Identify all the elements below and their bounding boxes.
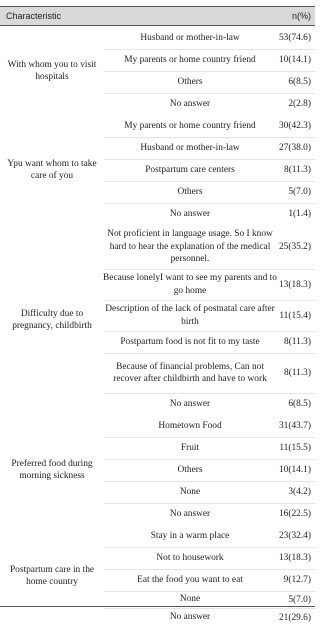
value-cell: 11(15.4) — [279, 310, 311, 321]
table-row — [0, 71, 315, 93]
response-cell: Others — [177, 76, 203, 87]
group-label: Difficulty due to pregnancy, childbirth — [12, 308, 92, 331]
header-n-percent: n(%) — [291, 11, 311, 21]
group-label: With whom you to visit hospitals — [7, 59, 97, 82]
table-row — [0, 203, 315, 225]
group-label: Ypu want whom to take care of you — [7, 158, 97, 181]
table-group — [0, 225, 315, 415]
table-row — [0, 181, 315, 203]
value-cell: 8(11.3) — [284, 368, 311, 378]
table-row — [0, 608, 315, 627]
table-row — [0, 547, 315, 569]
response-cell: No answer — [169, 508, 211, 519]
value-cell: 3(4.2) — [288, 487, 311, 497]
response-cell: My parents or home country friend — [124, 120, 256, 131]
value-cell: 25(35.2) — [278, 242, 311, 252]
value-cell: 10(14.1) — [278, 465, 311, 475]
value-cell: 6(8.5) — [288, 399, 311, 409]
table-row — [0, 415, 315, 437]
response-cell: Description of the lack of postnatal care after birth — [105, 304, 275, 327]
value-cell: 8(11.3) — [284, 165, 311, 175]
table-row — [0, 525, 315, 547]
response-cell: Husband or mother-in-law — [140, 142, 240, 153]
value-cell: 30(42.3) — [278, 121, 311, 131]
value-cell: 8(11.3) — [284, 337, 311, 347]
response-cell: Husband or mother-in-law — [140, 32, 240, 43]
response-cell: Others — [177, 186, 203, 197]
response-cell: No answer — [169, 98, 211, 109]
response-cell: Because lonelyI want to see my parents and to go home — [103, 273, 277, 296]
response-cell: No answer — [169, 398, 211, 409]
response-cell: Hometown Food — [158, 420, 222, 431]
table-bottom-rule — [0, 606, 315, 607]
table-row — [0, 459, 315, 481]
table-row — [0, 331, 315, 353]
response-cell: My parents or home country friend — [124, 54, 256, 65]
response-cell: Because of financial problems, Can not recover after childbirth and have to work — [113, 361, 267, 384]
value-cell: 5(7.0) — [288, 594, 311, 605]
table-row — [0, 353, 315, 393]
value-cell: 21(29.6) — [278, 612, 311, 623]
value-cell: 13(18.3) — [278, 553, 311, 563]
response-cell: No answer — [169, 208, 211, 219]
value-cell: 11(15.5) — [279, 443, 311, 453]
value-cell: 31(43.7) — [278, 421, 311, 431]
response-cell: Others — [177, 464, 203, 475]
response-cell: Stay in a warm place — [150, 530, 230, 541]
response-cell: No answer — [169, 612, 211, 623]
value-cell: 2(2.8) — [288, 99, 311, 109]
table-row — [0, 481, 315, 503]
table-group — [0, 115, 315, 225]
response-cell: Not proficient in language usage. So I know hard to hear the explanation of the medical personnel. — [107, 229, 273, 265]
value-cell: 16(22.5) — [278, 509, 311, 519]
value-cell: 10(14.1) — [278, 55, 311, 65]
table-row — [0, 49, 315, 71]
table-group — [0, 525, 315, 627]
response-cell: Not to housework — [156, 552, 224, 563]
response-cell: Postpartum food is not fit to my taste — [120, 336, 260, 347]
table-row — [0, 27, 315, 49]
response-cell: Eat the food you want to eat — [137, 574, 243, 585]
table-row — [0, 137, 315, 159]
value-cell: 53(74.6) — [278, 33, 311, 43]
value-cell: 13(18.3) — [278, 279, 311, 290]
table-row — [0, 393, 315, 415]
table-row — [0, 269, 315, 300]
table-row — [0, 225, 315, 269]
group-label: Preferred food during morning sickness — [11, 458, 93, 481]
value-cell: 27(38.0) — [278, 143, 311, 153]
table-row — [0, 437, 315, 459]
value-cell: 1(1.4) — [288, 209, 311, 219]
value-cell: 6(8.5) — [288, 77, 311, 87]
table-header — [0, 6, 315, 26]
table-row — [0, 159, 315, 181]
response-cell: Postpartum care centers — [145, 164, 235, 175]
header-characteristic: Characteristic — [6, 11, 62, 21]
response-cell: Fruit — [180, 442, 200, 453]
table-row — [0, 569, 315, 591]
table-row — [0, 115, 315, 137]
response-cell: None — [179, 486, 201, 497]
table-row — [0, 93, 315, 115]
table-row — [0, 503, 315, 525]
group-label: Postpartum care in the home country — [9, 564, 95, 587]
table-row — [0, 300, 315, 331]
value-cell: 9(12.7) — [283, 575, 311, 585]
table-group — [0, 415, 315, 525]
value-cell: 23(32.4) — [278, 531, 311, 541]
value-cell: 5(7.0) — [288, 187, 311, 197]
table-group — [0, 27, 315, 115]
response-cell: None — [179, 594, 201, 605]
